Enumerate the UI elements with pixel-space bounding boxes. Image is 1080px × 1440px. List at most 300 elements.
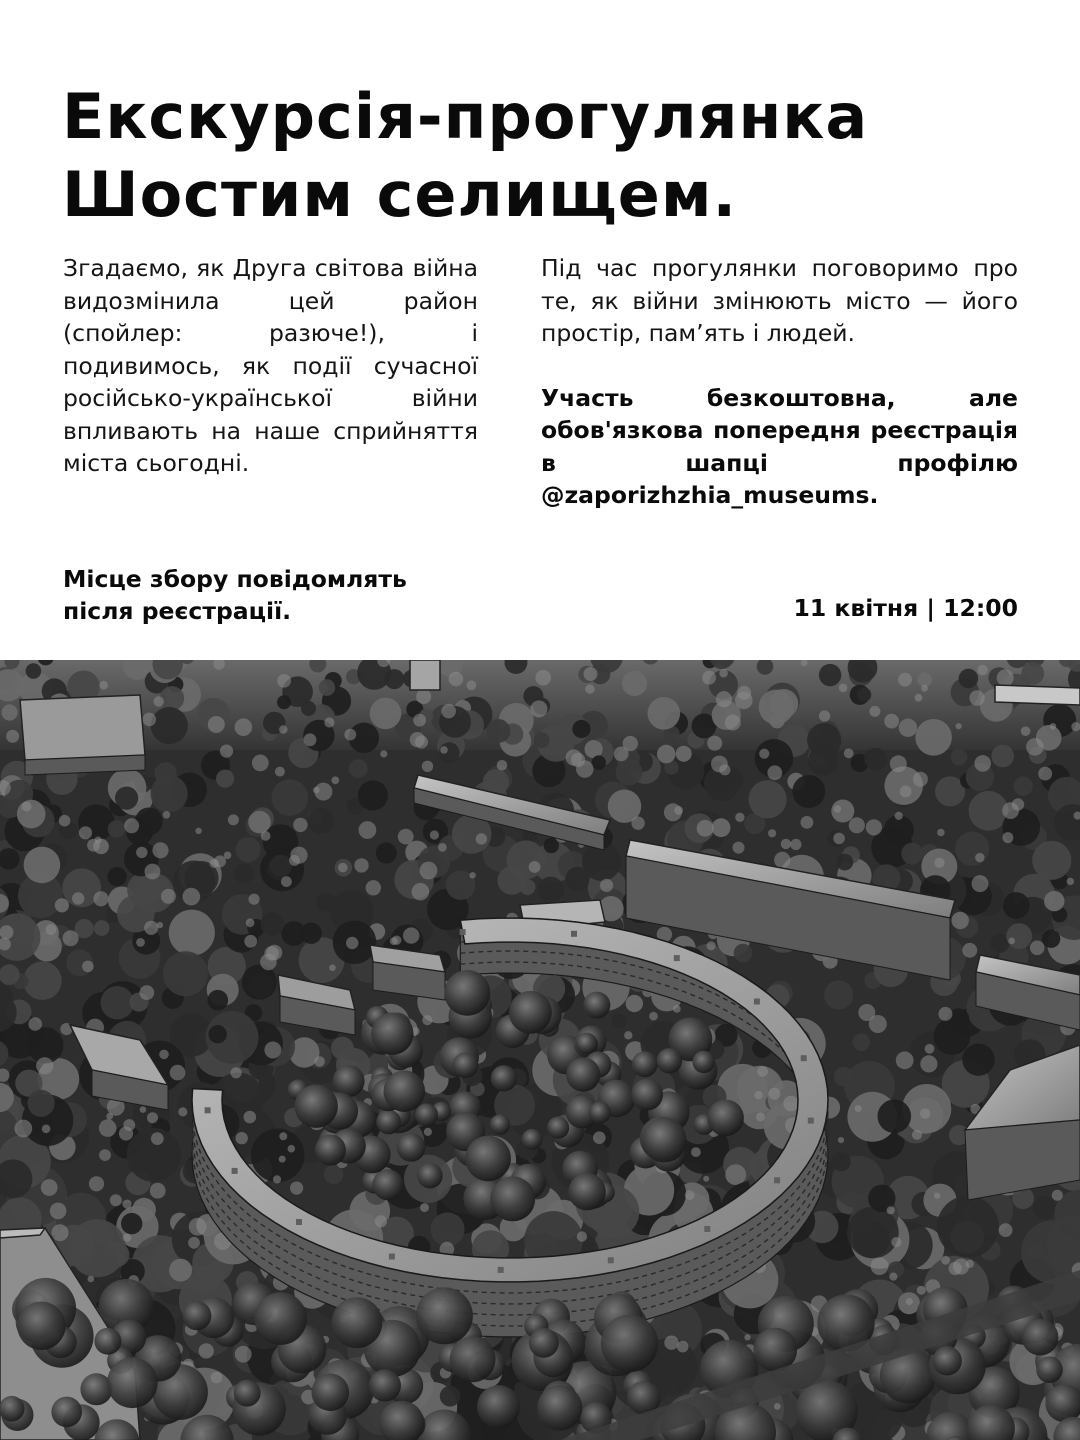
tree-highlight (170, 1065, 186, 1081)
foreground-tree (0, 1396, 25, 1422)
tree-highlight (277, 674, 291, 688)
tree (1014, 777, 1033, 796)
tree-highlight (199, 1343, 214, 1358)
tree-highlight (844, 748, 854, 758)
tree-highlight (106, 1113, 113, 1120)
tree (1032, 841, 1071, 880)
tree (151, 707, 188, 744)
foreground-tree (529, 1328, 559, 1358)
tree-highlight (440, 746, 448, 754)
tree-highlight (281, 876, 292, 887)
tree-highlight (46, 924, 57, 935)
tree-highlight (99, 1149, 111, 1161)
courtyard-tree (315, 1135, 346, 1166)
tree (17, 800, 46, 829)
tree (209, 1025, 227, 1043)
tree (101, 986, 134, 1019)
tree-highlight (392, 936, 401, 945)
tree-highlight (324, 717, 334, 727)
tree-highlight (783, 1096, 799, 1112)
tree (108, 820, 125, 837)
tree-highlight (977, 665, 988, 676)
tree-highlight (279, 1132, 287, 1140)
courtyard-tree (522, 1129, 543, 1150)
tree-highlight (293, 818, 307, 832)
tree-highlight (22, 802, 32, 812)
tree (878, 1099, 912, 1133)
tree-highlight (497, 760, 508, 771)
tree-highlight (900, 786, 912, 798)
tree (319, 679, 336, 696)
roof-hatch (498, 1267, 504, 1273)
tree-highlight (195, 828, 201, 834)
courtyard-tree (465, 1136, 511, 1182)
tree-highlight (891, 1237, 901, 1247)
foreground-tree (94, 1328, 121, 1355)
tree (370, 698, 402, 730)
foreground-tree (107, 1358, 158, 1409)
tree (792, 775, 825, 808)
tree-highlight (702, 671, 716, 685)
description-left-column (63, 252, 478, 480)
tree-highlight (716, 691, 732, 707)
tree (163, 951, 208, 996)
tree-highlight (124, 818, 139, 833)
tree-highlight (664, 1336, 678, 1350)
tree-highlight (577, 1231, 587, 1241)
tree-highlight (1050, 723, 1057, 730)
tree-highlight (855, 1105, 862, 1112)
tree-highlight (304, 733, 317, 746)
tree-highlight (93, 891, 108, 906)
tree (959, 669, 979, 689)
tree (572, 720, 590, 738)
foreground-tree (450, 1336, 496, 1382)
foreground-tree (1036, 1356, 1063, 1383)
tree-highlight (52, 1224, 69, 1241)
tree-highlight (790, 839, 801, 850)
tree-highlight (759, 749, 769, 759)
tree-highlight (50, 1203, 67, 1220)
tree-highlight (288, 1145, 296, 1153)
tree-highlight (430, 830, 439, 839)
tree (316, 893, 335, 912)
tree (807, 723, 841, 757)
tree-highlight (774, 1403, 781, 1410)
tree-highlight (314, 783, 332, 801)
tree-highlight (154, 696, 164, 706)
tree-highlight (774, 852, 790, 868)
tree-highlight (88, 1276, 95, 1283)
tree-highlight (956, 723, 962, 729)
tree (107, 867, 126, 886)
tree-highlight (398, 829, 414, 845)
tree (236, 837, 261, 862)
tree-highlight (1026, 738, 1044, 756)
tree-highlight (338, 863, 348, 873)
tree (121, 1213, 142, 1234)
courtyard-tree (589, 1102, 611, 1124)
courtyard-tree (372, 1169, 403, 1200)
tree-highlight (677, 1341, 689, 1353)
tree-highlight (768, 1088, 780, 1100)
tree (901, 843, 923, 865)
tree-highlight (59, 815, 71, 827)
tree-highlight (264, 946, 278, 960)
tree-highlight (289, 855, 300, 866)
tree (915, 719, 952, 756)
tree-highlight (235, 1346, 252, 1363)
tree-highlight (331, 776, 339, 784)
tree-highlight (466, 680, 476, 690)
tree (24, 847, 61, 884)
tree-highlight (685, 1190, 695, 1200)
tree-highlight (163, 811, 171, 819)
tree-highlight (889, 1273, 897, 1281)
tree-highlight (228, 814, 239, 825)
tree (151, 775, 188, 812)
tree (749, 780, 787, 818)
tree-highlight (28, 1017, 42, 1031)
tree-highlight (733, 842, 745, 854)
tree-highlight (869, 706, 880, 717)
tree-highlight (42, 1125, 51, 1134)
courtyard-tree (490, 1114, 510, 1134)
tree-highlight (359, 821, 377, 839)
tree (251, 1129, 305, 1183)
tree-highlight (438, 843, 447, 852)
tree-highlight (354, 858, 368, 872)
tree-highlight (535, 670, 551, 686)
tree-highlight (725, 715, 741, 731)
tree (160, 686, 184, 710)
tree (169, 910, 215, 956)
tree (824, 980, 853, 1009)
tree (2, 704, 18, 720)
courtyard-tree (631, 1079, 663, 1111)
tree (847, 1207, 899, 1259)
tree-highlight (934, 858, 944, 868)
tree-highlight (972, 875, 989, 892)
courtyard-tree (576, 1033, 597, 1054)
tree-highlight (707, 941, 716, 950)
registration-note: Участь безкоштовна, але обов'язкова попередня реєстрація в шапці профілю @zaporizhzhia_museums. (541, 383, 1018, 509)
tree-highlight (624, 1031, 632, 1039)
tree (349, 759, 368, 778)
tree (331, 1037, 354, 1060)
tree (657, 745, 676, 764)
foreground-tree (477, 1385, 520, 1428)
tree-highlight (224, 852, 232, 860)
tree (376, 842, 397, 863)
distant-tower (410, 660, 440, 690)
foreground-tree (17, 1302, 65, 1350)
tree (94, 920, 110, 936)
tree-highlight (273, 1175, 281, 1183)
tree-highlight (346, 937, 358, 949)
courtyard-tree (509, 991, 552, 1034)
tree-highlight (938, 1007, 952, 1021)
foreground-tree (312, 1374, 350, 1412)
tree-highlight (236, 1132, 248, 1144)
tree-highlight (449, 672, 464, 687)
foreground-tree (1022, 1319, 1059, 1356)
tree-highlight (143, 713, 157, 727)
roof-hatch (754, 999, 760, 1005)
tree (27, 1090, 54, 1117)
tree-highlight (231, 1067, 242, 1078)
tree-highlight (974, 755, 991, 772)
tree (440, 1386, 461, 1407)
tree-highlight (252, 755, 269, 772)
tree-highlight (866, 819, 882, 835)
event-date-time: 11 квітня | 12:00 (793, 594, 1018, 622)
courtyard-tree (415, 1103, 438, 1126)
tree-highlight (921, 685, 928, 692)
tree-highlight (834, 805, 841, 812)
tree-highlight (469, 872, 475, 878)
courtyard-tree (333, 1065, 365, 1097)
tree-highlight (925, 1044, 935, 1054)
tree (585, 740, 603, 758)
tree-highlight (1067, 878, 1074, 885)
tree-highlight (476, 833, 487, 844)
tree-highlight (711, 756, 728, 773)
tree-highlight (593, 1131, 606, 1144)
roof-hatch (460, 929, 466, 935)
tree (1033, 1196, 1056, 1219)
tree-highlight (375, 1215, 387, 1227)
tree-highlight (161, 889, 176, 904)
tree-highlight (41, 1179, 58, 1196)
tree (902, 1084, 951, 1133)
tree (261, 912, 285, 936)
roof-hatch (608, 1257, 614, 1263)
tree-highlight (1021, 726, 1031, 736)
tree-highlight (884, 714, 899, 729)
tree-highlight (576, 760, 593, 777)
tree (622, 671, 647, 696)
tree-highlight (781, 839, 791, 849)
tree (955, 832, 989, 866)
tree-highlight (896, 1051, 914, 1069)
tree (55, 898, 69, 912)
tree-highlight (188, 1237, 200, 1249)
tree-highlight (707, 736, 722, 751)
tree-highlight (139, 985, 154, 1000)
aerial-photo-illustration (0, 660, 1080, 1440)
foreground-tree (234, 1380, 261, 1407)
tree-highlight (14, 1120, 32, 1138)
courtyard-tree (707, 1100, 744, 1137)
tree-highlight (6, 730, 19, 743)
tree-highlight (997, 669, 1014, 686)
tree (834, 1067, 853, 1086)
tree-highlight (147, 1112, 158, 1123)
tree (1044, 891, 1064, 911)
tree (538, 877, 564, 903)
tree-highlight (410, 732, 425, 747)
tree-highlight (697, 820, 714, 837)
courtyard-tree (632, 1051, 658, 1077)
tree-highlight (99, 681, 108, 690)
tree-highlight (220, 745, 233, 758)
tree-highlight (279, 1156, 286, 1163)
tree-highlight (1030, 941, 1045, 956)
tree-highlight (839, 684, 848, 693)
tree-highlight (849, 817, 865, 833)
courtyard-tree (491, 1065, 517, 1091)
tree-highlight (757, 1066, 768, 1077)
tree-highlight (649, 1012, 658, 1021)
tree (242, 965, 277, 1000)
tree-highlight (87, 839, 100, 852)
foreground-tree (254, 1292, 307, 1345)
tree-highlight (920, 1108, 930, 1118)
courtyard-tree (547, 1117, 569, 1139)
tree-highlight (915, 694, 923, 702)
tree-highlight (261, 831, 271, 841)
courtyard-tree (384, 1070, 426, 1112)
tree (277, 695, 291, 709)
tree-highlight (614, 747, 629, 762)
tree-highlight (422, 761, 433, 772)
roof-hatch (808, 1118, 814, 1124)
tree-highlight (975, 853, 984, 862)
roof-hatch (296, 1219, 302, 1225)
tree-highlight (208, 716, 225, 733)
foreground-tree (332, 1297, 383, 1348)
tower-block (20, 695, 145, 760)
tree (951, 749, 968, 766)
roof-hatch (801, 1055, 807, 1061)
tree-highlight (424, 1128, 432, 1136)
foreground-tree (182, 1301, 211, 1330)
tree-highlight (210, 859, 219, 868)
tree-highlight (82, 961, 94, 973)
tree-highlight (735, 813, 744, 822)
tree-highlight (151, 1132, 164, 1145)
tree-highlight (89, 1176, 104, 1191)
tree-highlight (279, 725, 287, 733)
roof-hatch (389, 1254, 395, 1260)
tree-highlight (157, 922, 163, 928)
tree-highlight (673, 1005, 681, 1013)
tree-highlight (887, 1206, 895, 1214)
distant-factory-roof (995, 685, 1080, 705)
tree-highlight (152, 842, 168, 858)
tree-highlight (999, 1223, 1013, 1237)
courtyard-tree (692, 1051, 714, 1073)
courtyard-tree (295, 1085, 338, 1128)
tree (208, 990, 229, 1011)
tree-highlight (801, 816, 814, 829)
foreground-tree (537, 1385, 582, 1430)
tree-highlight (416, 689, 431, 704)
tree (301, 701, 316, 716)
tree (592, 755, 606, 769)
tree-highlight (123, 1234, 131, 1242)
tree (864, 748, 887, 771)
tree (431, 1212, 465, 1246)
tree (676, 746, 692, 762)
tree-highlight (264, 1042, 281, 1059)
walk-topic-paragraph: Під час прогулянки поговоримо про те, як війни змінюють місто — його простір, пам’ять і людей. (541, 254, 1018, 347)
tree (612, 1013, 627, 1028)
tree (734, 944, 753, 963)
tree (23, 961, 62, 1000)
foreground-tree (51, 1397, 82, 1428)
tree (917, 672, 932, 687)
roof-hatch (232, 1168, 238, 1174)
tree-highlight (585, 684, 594, 693)
tree-highlight (123, 1200, 132, 1209)
tree-highlight (898, 673, 912, 687)
title-line-2: Шостим селищем. (62, 158, 738, 231)
tree (384, 669, 404, 689)
tree-highlight (934, 1193, 940, 1199)
tree-highlight (584, 667, 598, 681)
tree-highlight (756, 1112, 765, 1121)
tree-highlight (211, 1372, 223, 1384)
roof-hatch (205, 1107, 211, 1113)
courtyard-tree (568, 1173, 605, 1210)
tree-highlight (737, 686, 751, 700)
tree-highlight (674, 806, 683, 815)
tree (135, 808, 163, 836)
tree-highlight (420, 862, 438, 880)
tree (248, 811, 271, 834)
tree-highlight (949, 1262, 962, 1275)
roof-hatch (774, 1177, 780, 1183)
tree-highlight (895, 812, 903, 820)
courtyard-tree (453, 1052, 479, 1078)
tree-highlight (913, 772, 928, 787)
meeting-line-1: Місце збору повідомлять (63, 565, 407, 593)
tree-highlight (906, 1298, 913, 1305)
tree-highlight (403, 927, 419, 943)
tree-highlight (344, 729, 356, 741)
tree-highlight (1052, 1190, 1063, 1201)
tree-highlight (136, 847, 147, 858)
tree-highlight (420, 1203, 429, 1212)
tree-highlight (380, 750, 387, 757)
tree-highlight (1002, 832, 1013, 843)
tree (725, 1164, 746, 1185)
tree (534, 732, 550, 748)
tree-highlight (275, 767, 285, 777)
tree-highlight (422, 1015, 432, 1025)
tree-highlight (833, 833, 845, 845)
tree-highlight (441, 704, 456, 719)
foreground-tree (601, 1315, 658, 1372)
tree-highlight (235, 718, 253, 736)
tree-highlight (529, 861, 541, 873)
tree-highlight (962, 943, 977, 958)
tree-highlight (36, 1057, 53, 1074)
tree-highlight (744, 1334, 750, 1340)
tree-highlight (329, 965, 336, 972)
tree-highlight (912, 1130, 922, 1140)
tree-highlight (290, 1182, 303, 1195)
courtyard-tree (417, 1163, 442, 1188)
tree-highlight (144, 921, 158, 935)
roof-hatch (571, 931, 577, 937)
tree (234, 864, 253, 883)
tree (853, 1033, 871, 1051)
courtyard-tree (376, 1110, 401, 1135)
tree-highlight (767, 765, 782, 780)
